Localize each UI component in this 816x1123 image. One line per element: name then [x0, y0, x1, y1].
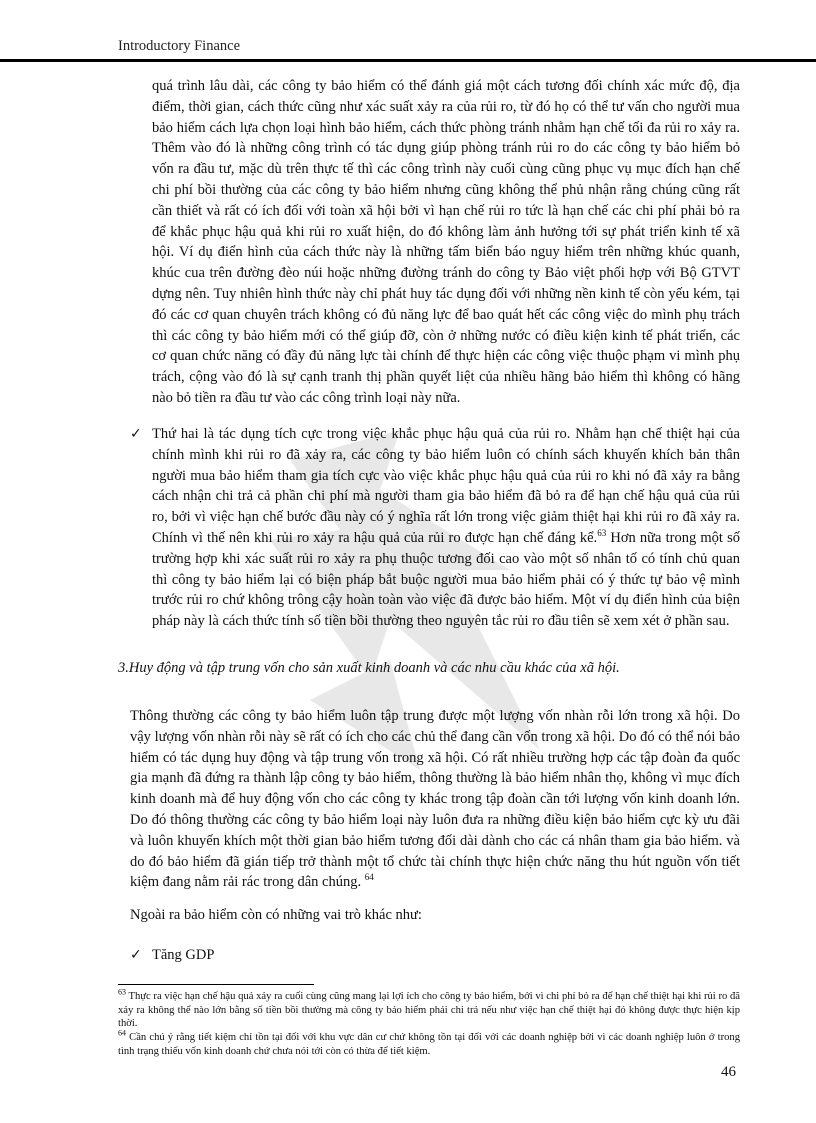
checkmark-icon: ✓ — [130, 947, 142, 963]
section-heading: 3.Huy động và tập trung vốn cho sản xuất kinh doanh và các nhu cầu khác của xã hội. — [118, 660, 620, 676]
checkmark-icon: ✓ — [130, 426, 142, 442]
footnote-ref: 64 — [364, 872, 374, 883]
bullet-text — [152, 424, 740, 632]
paragraph-text: Thông thường các công ty bảo hiểm luôn tập trung được một lượng vốn nhàn rỗi lớn trong xã hội. Do vậy lượng vốn nhàn rỗi này sẽ rất có ích cho các chủ thể đang cần vốn trong xã hội. Do đó có thể nói bảo hiểm có tác dụng huy động và tập trung vốn trong xã hội. Có rất nhiều trường hợp các tập đoàn đa quốc gia mạnh đã đứng ra thành lập công ty bảo hiểm, thông thường là bảo hiểm nhân thọ, không vì mục đích kinh doanh mà để huy động vốn cho các công ty khác trong tập đoàn cần tới lượng vốn kinh doanh lớn. Do đó thông thường các công ty bảo hiểm loại này luôn đưa ra những điều kiện bảo hiểm cực kỳ ưu đãi và luôn khuyến khích một thời gian bảo hiểm tương đối dài dành cho các cá nhân tham gia bảo hiểm. và do đó bảo hiểm đã gián tiếp trở thành một tổ chức tài chính thực hiện chức năng thu hút nguồn vốn tiết kiệm đang nằm rải rác trong dân chúng. — [130, 708, 740, 891]
body-paragraph-other-roles: Ngoài ra bảo hiểm còn có những vai trò khác như: — [130, 907, 422, 923]
footnote — [118, 1028, 740, 1058]
bullet-item-gdp — [130, 945, 430, 966]
running-header: Introductory Finance — [118, 38, 241, 54]
body-paragraph-capital — [130, 706, 740, 893]
bullet-text-part: Hơn nữa trong một số trường hợp khi xác suất rủi ro xảy ra phụ thuộc tương đối cao vào một số nhân tố có tính chủ quan thì công ty bảo hiểm lại có biện pháp bắt buộc người mua bảo hiểm phải có ý thức tự bảo vệ mình trước rủi ro chứ không trông cậy hoàn toàn vào việc đã được bảo hiểm. Một ví dụ điển hình của biện pháp này là cách thức tính số tiền bồi thường theo nguyên tắc rủi ro đầu tiên sẽ xem xét ở phần sau. — [152, 529, 740, 630]
header-rule — [0, 59, 816, 62]
footnote-number: 63 — [118, 987, 126, 997]
footnote-ref: 63 — [597, 528, 607, 539]
footnote-text: Thực ra việc hạn chế hậu quả xảy ra cuối cùng cũng mang lại lợi ích cho công ty bảo hiểm, bởi vì chi phí bỏ ra để hạn chế thiệt hại khi rủi ro đã xảy ra không thể nào lớn bằng số tiền bồi thường mà công ty bảo hiểm phải chi trả nếu như việc hạn chế thiệt hại đó không được thực hiện kịp thời. — [118, 991, 740, 1030]
bullet-text-part: Thứ hai là tác dụng tích cực trong việc khắc phục hậu quả của rủi ro. Nhằm hạn chế thiệt hại của chính mình khi rủi ro đã xảy ra, các công ty bảo hiểm luôn có chính sách khuyến khích bản thân người mua bảo hiểm tham gia tích cực vào việc khắc phục hậu quả của rủi ro khi nó đã xảy ra bằng cách nhận chi trả cả phần chi phí mà người tham gia bảo hiểm đã bỏ ra để hạn chế hậu quả của rủi ro, bởi vì việc hạn chế bước đầu này có ý nghĩa rất lớn trong việc giảm thiệt hại khi rủi ro đã xảy ra. Chính vì thế nên khi rủi ro xảy ra hậu quả của rủi ro được hạn chế đáng kể. — [152, 426, 740, 546]
bullet-item-remedy — [130, 424, 740, 632]
page-number: 46 — [721, 1064, 736, 1080]
footnote-rule — [118, 984, 314, 985]
bullet-text: Tăng GDP — [152, 947, 215, 963]
footnote — [118, 987, 740, 1031]
footnote-text: Cần chú ý rằng tiết kiệm chỉ tồn tại đối với khu vực dân cư chứ không tồn tại đối với các doanh nghiệp bởi vì các doanh nghiệp luôn ở trong tình trạng thiếu vốn kinh doanh chứ chưa nói tới còn có thừa để tiết kiệm. — [118, 1032, 740, 1057]
body-paragraph-continued: quá trình lâu dài, các công ty bảo hiểm có thể đánh giá một cách tương đối chính xác mức độ, địa điểm, thời gian, cách thức cũng như xác suất xảy ra của rủi ro, từ đó họ có thể tư vấn cho người mua bảo hiểm cách lựa chọn loại hình bảo hiểm, cách thức phòng tránh nhằm hạn chế tối đa rủi ro xảy ra. Thêm vào đó là những công trình có tác dụng giúp phòng tránh rủi ro do các công ty bảo hiểm bỏ vốn ra đầu tư, mặc dù trên thực tế thì các công trình này cuối cùng cũng phục vụ mục đích hạn chế chi phí bồi thường của các công ty bảo hiểm nhưng cũng không thể phủ nhận rằng chúng cũng rất cần thiết và rất có ích đối với toàn xã hội bởi vì hạn chế rủi ro tức là hạn chế các chi phí phải bỏ ra để khắc phục hậu quả khi rủi ro xuất hiện, do đó không làm ảnh hưởng tới sự phát triển kinh tế xã hội. Ví dụ điển hình của cách thức này là những tấm biển báo nguy hiểm trên những khúc quanh, khúc cua trên đường đèo núi hoặc những đường tránh do công ty Bảo việt phối hợp với Bộ GTVT dựng nên. Tuy nhiên hình thức này chỉ phát huy tác dụng đối với những nền kinh tế còn yếu kém, tại đó các cơ quan chuyên trách không có đủ năng lực để bao quát hết các công việc do mình phụ trách thì các công ty bảo hiểm mới có thể giúp đỡ, còn ở những nước có điều kiện kinh tế phát triển, các cơ quan chức năng có đầy đủ năng lực tài chính để thực hiện các công việc thuộc phạm vi mình phụ trách, cộng vào đó là sự cạnh tranh thị phần quyết liệt của nhiều hãng bảo hiểm thì không có hãng nào bỏ tiền ra đầu tư vào các công trình loại này nữa. — [152, 78, 740, 406]
footnote-number: 64 — [118, 1028, 126, 1038]
